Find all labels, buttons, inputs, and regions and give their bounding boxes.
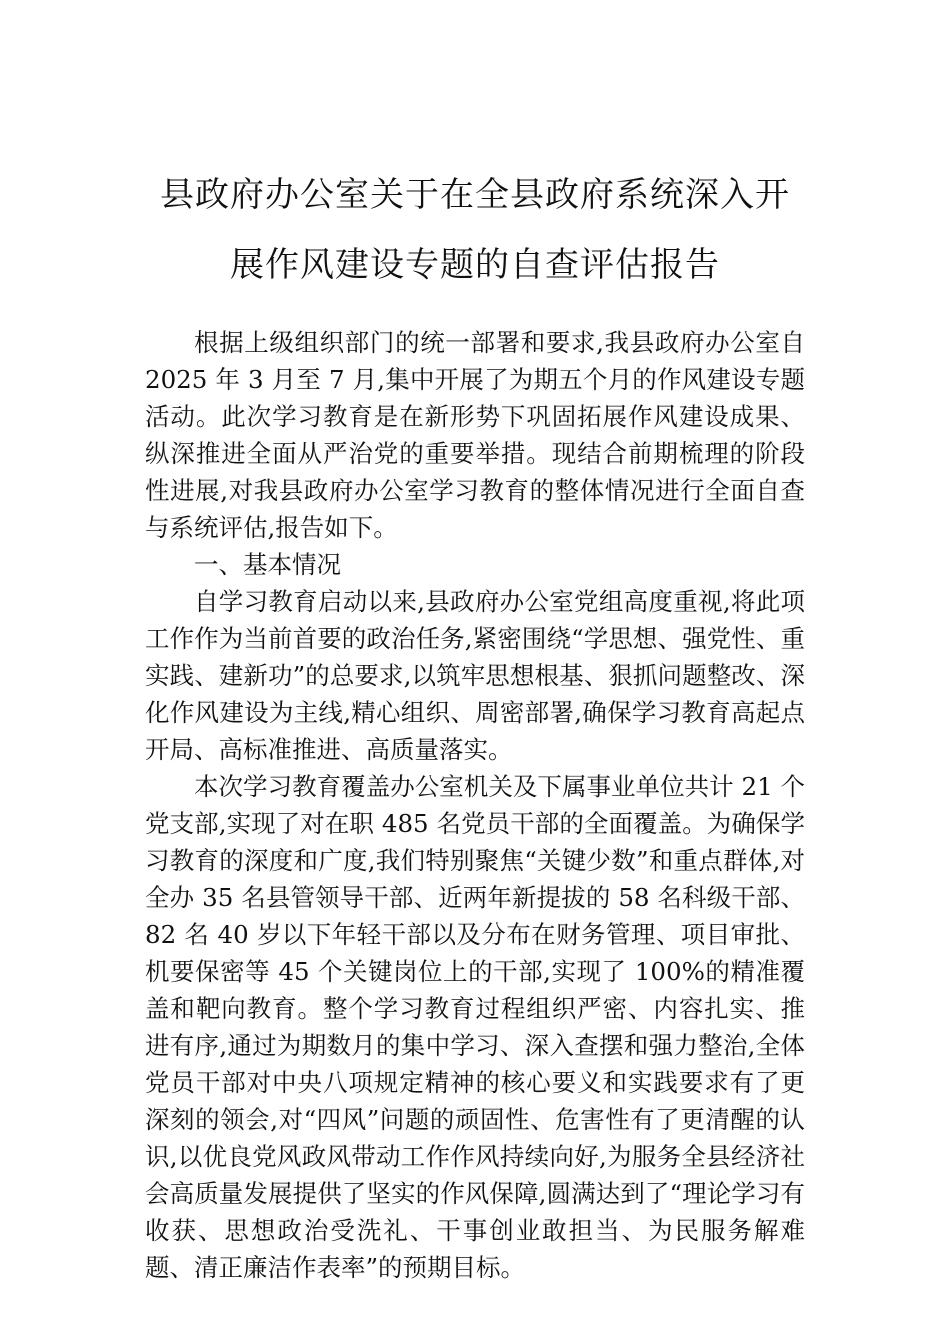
intro-paragraph: 根据上级组织部门的统一部署和要求,我县政府办公室自 2025 年 3 月至 7 月,集中开展了为期五个月的作风建设专题活动。此次学习教育是在新形势下巩固拓展作风建设成果、纵深推进全面从严治党的重要举措。现结合前期梳理的阶段性进展,对我县政府办公室学习教育的整体情况进行全面自查与系统评估,报告如下。 (145, 328, 805, 542)
title-line-1: 县政府办公室关于在全县政府系统深入开 (160, 175, 790, 215)
section-heading-basic-situation: 一、基本情况 (194, 550, 341, 579)
body-paragraph: 本次学习教育覆盖办公室机关及下属事业单位共计 21 个党支部,实现了对在职 485 名党员干部的全面覆盖。为确保学习教育的深度和广度,我们特别聚焦“关键少数”和重点群体,对全办 35 名县管领导干部、近两年新提拔的 58 名科级干部、82 名 40 岁以下年轻干部以及分布在财务管理、项目审批、机要保密等 45 个关键岗位上的干部,实现了 100%的精准覆盖和靶向教育。整个学习教育过程组织严密、内容扎实、推进有序,通过为期数月的集中学习、深入查摆和强力整治,全体党员干部对中央八项规定精神的核心要义和实践要求有了更深刻的领会,对“四风”问题的顽固性、危害性有了更清醒的认识,以优良党风政风带动工作作风持续向好,为服务全县经济社会高质量发展提供了坚实的作风保障,圆满达到了“理论学习有收获、思想政治受洗礼、干事创业敢担当、为民服务解难题、清正廉洁作表率”的预期目标。 (145, 772, 805, 1282)
document-title (145, 160, 805, 300)
document-body (145, 324, 805, 1286)
title-line-2: 展作风建设专题的自查评估报告 (230, 245, 720, 285)
body-paragraph: 自学习教育启动以来,县政府办公室党组高度重视,将此项工作作为当前首要的政治任务,紧密围绕“学思想、强党性、重实践、建新功”的总要求,以筑牢思想根基、狠抓问题整改、深化作风建设为主线,精心组织、周密部署,确保学习教育高起点开局、高标准推进、高质量落实。 (145, 587, 805, 764)
